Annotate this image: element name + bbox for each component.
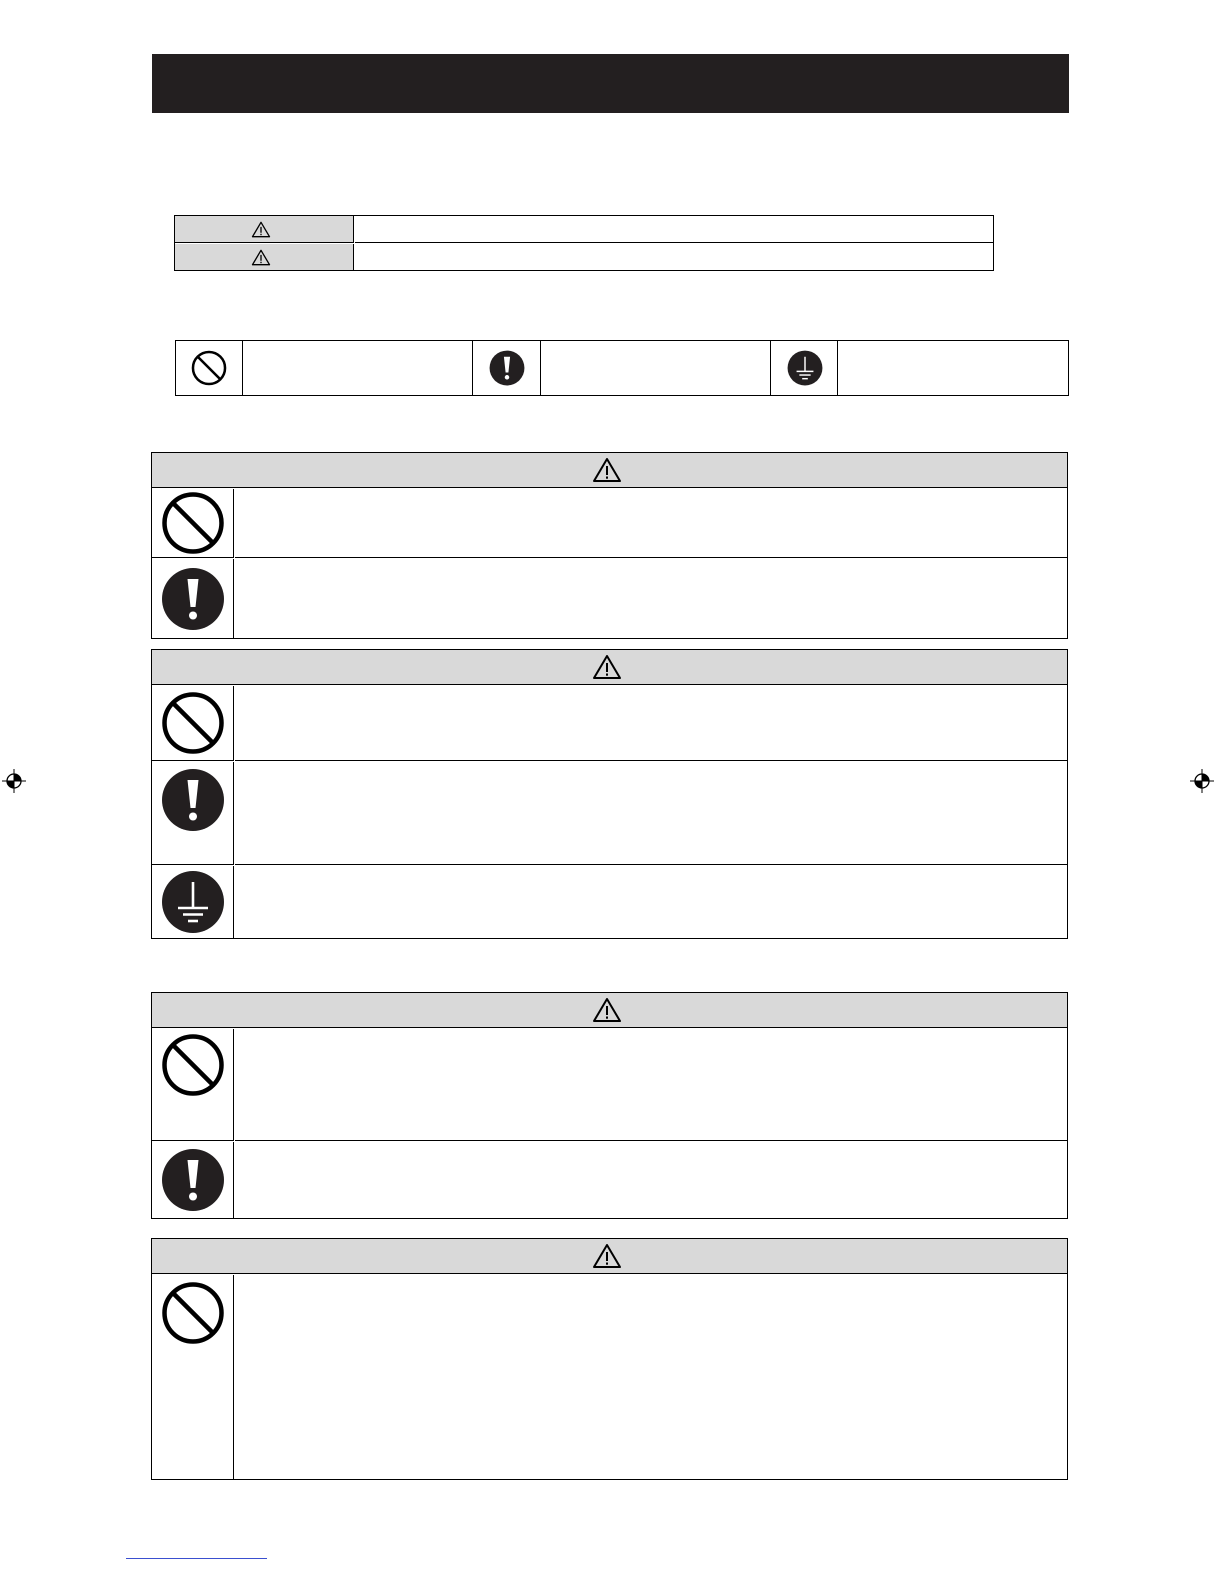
row-text bbox=[235, 866, 1067, 938]
symbol-mandatory-label bbox=[542, 341, 771, 395]
prohibition-icon bbox=[191, 350, 227, 386]
registration-mark-icon bbox=[2, 769, 26, 793]
prohibition-icon bbox=[161, 1281, 225, 1345]
ground-icon bbox=[161, 870, 225, 934]
legend-caution-label-cell bbox=[175, 244, 354, 270]
symbol-ground-cell bbox=[772, 341, 838, 395]
safety-section-3 bbox=[151, 992, 1068, 1219]
mandatory-icon bbox=[161, 567, 225, 631]
mandatory-icon bbox=[161, 768, 225, 832]
safety-section-4 bbox=[151, 1238, 1068, 1480]
symbol-ground-label bbox=[839, 341, 1068, 395]
row-text bbox=[235, 762, 1067, 865]
row-icon-cell bbox=[152, 1275, 234, 1479]
row-text bbox=[235, 559, 1067, 638]
mandatory-icon bbox=[489, 350, 525, 386]
warning-triangle-icon bbox=[592, 997, 622, 1023]
section-header bbox=[152, 993, 1067, 1028]
row-icon-cell bbox=[152, 866, 234, 938]
symbol-prohibition-cell bbox=[176, 341, 243, 395]
warning-triangle-icon bbox=[592, 1243, 622, 1269]
legend-warning-description bbox=[355, 216, 993, 243]
row-icon-cell bbox=[152, 1029, 234, 1141]
legend-warning-label-cell bbox=[175, 216, 354, 243]
row-text bbox=[235, 1275, 1067, 1479]
ground-icon bbox=[787, 350, 823, 386]
row-text bbox=[235, 489, 1067, 558]
prohibition-icon bbox=[161, 1033, 225, 1097]
warning-triangle-icon bbox=[592, 457, 622, 483]
legend-caution-description bbox=[355, 244, 993, 270]
safety-section-1 bbox=[151, 452, 1068, 639]
signal-word-legend bbox=[174, 215, 994, 271]
warning-triangle-icon bbox=[592, 654, 622, 680]
prohibition-icon bbox=[161, 491, 225, 555]
safety-section-2 bbox=[151, 649, 1068, 939]
caution-triangle-icon bbox=[251, 249, 271, 266]
mandatory-icon bbox=[161, 1148, 225, 1212]
row-icon-cell bbox=[152, 762, 234, 865]
page-title-bar bbox=[152, 54, 1069, 113]
row-text bbox=[235, 1029, 1067, 1141]
row-icon-cell bbox=[152, 1142, 234, 1218]
section-header bbox=[152, 1239, 1067, 1274]
row-icon-cell bbox=[152, 686, 234, 761]
row-icon-cell bbox=[152, 559, 234, 638]
row-text bbox=[235, 686, 1067, 761]
symbol-prohibition-label bbox=[244, 341, 473, 395]
section-header bbox=[152, 650, 1067, 685]
warning-triangle-icon bbox=[251, 221, 271, 238]
row-icon-cell bbox=[152, 489, 234, 558]
prohibition-icon bbox=[161, 691, 225, 755]
row-text bbox=[235, 1142, 1067, 1218]
bottom-rule bbox=[126, 1558, 267, 1559]
section-header bbox=[152, 453, 1067, 488]
registration-mark-icon bbox=[1190, 769, 1214, 793]
symbol-legend bbox=[175, 340, 1069, 396]
symbol-mandatory-cell bbox=[474, 341, 541, 395]
